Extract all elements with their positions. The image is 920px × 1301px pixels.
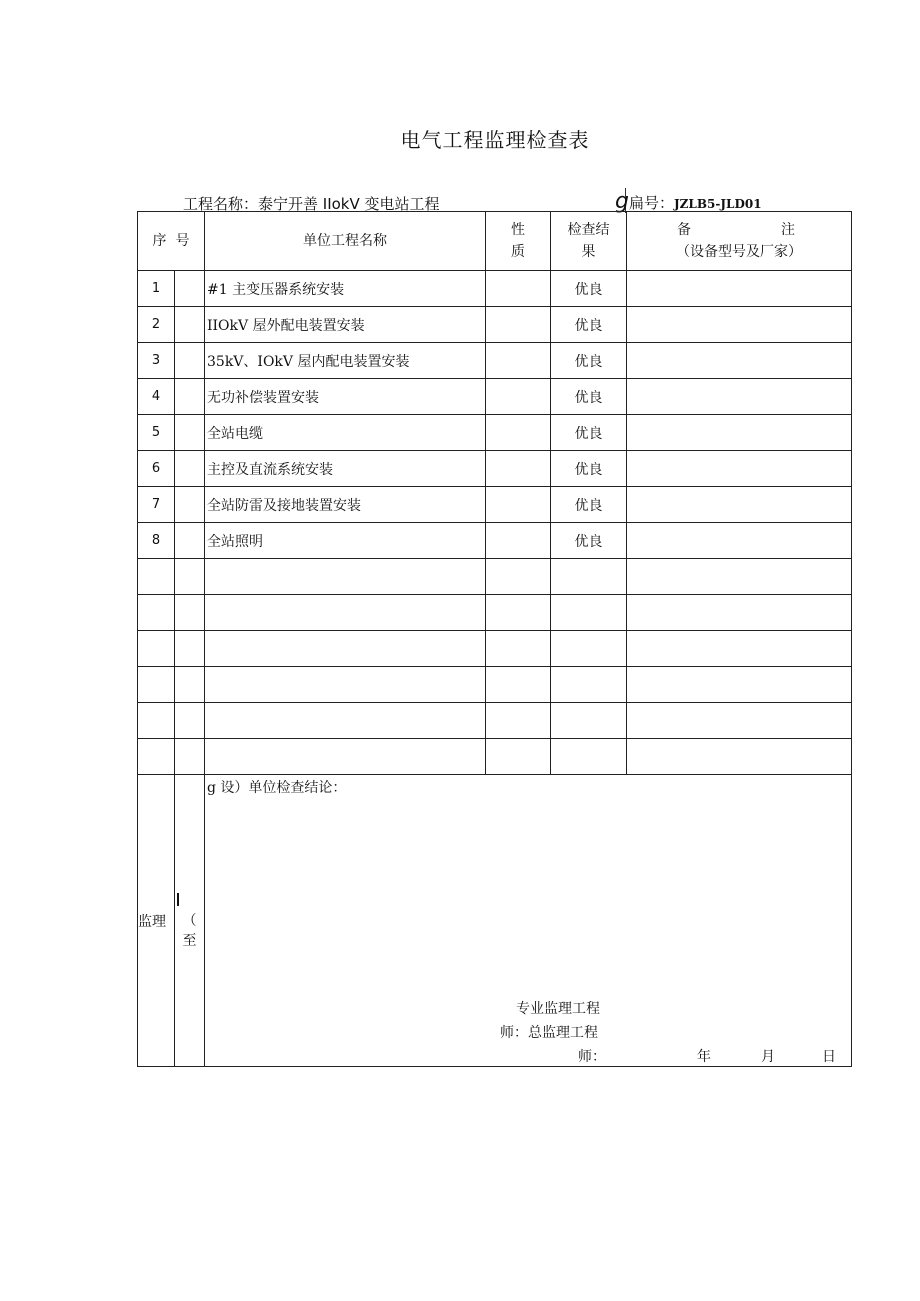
row-nature bbox=[486, 415, 551, 451]
row-subcell bbox=[175, 667, 205, 703]
signature-line-2: 师：总监理工程 bbox=[500, 1025, 598, 1041]
table-row bbox=[138, 559, 852, 595]
row-subcell bbox=[175, 703, 205, 739]
row-result: 优良 bbox=[551, 523, 627, 559]
row-remark bbox=[627, 487, 852, 523]
conclusion-label: 监理 bbox=[138, 775, 175, 1067]
row-number: 7 bbox=[138, 487, 175, 523]
project-label: 工程名称： bbox=[183, 195, 259, 213]
row-remark bbox=[627, 559, 852, 595]
row-number bbox=[138, 667, 175, 703]
row-subcell bbox=[175, 631, 205, 667]
bar-mark bbox=[177, 893, 179, 906]
row-nature bbox=[486, 271, 551, 307]
table-row bbox=[138, 595, 852, 631]
row-subcell bbox=[175, 343, 205, 379]
page-title: 电气工程监理检查表 bbox=[400, 128, 590, 152]
conclusion-row bbox=[138, 775, 852, 1067]
row-unit-name: IIOkV 屋外配电装置安装 bbox=[205, 307, 486, 343]
table-row bbox=[138, 379, 852, 415]
row-unit-name: 全站照明 bbox=[205, 523, 486, 559]
row-nature bbox=[486, 523, 551, 559]
row-result bbox=[551, 739, 627, 775]
row-unit-name: 无功补偿装置安装 bbox=[205, 379, 486, 415]
conclusion-heading: g 设）单位检查结论： bbox=[207, 780, 347, 796]
table-row bbox=[138, 343, 852, 379]
row-remark bbox=[627, 343, 852, 379]
row-remark bbox=[627, 271, 852, 307]
table-row bbox=[138, 703, 852, 739]
header-remark: 备 注 （设备型号及厂家） bbox=[627, 212, 852, 271]
row-result bbox=[551, 703, 627, 739]
row-nature bbox=[486, 343, 551, 379]
row-subcell bbox=[175, 559, 205, 595]
row-number: 2 bbox=[138, 307, 175, 343]
row-subcell bbox=[175, 523, 205, 559]
row-unit-name: #1 主变压器系统安装 bbox=[205, 271, 486, 307]
row-number bbox=[138, 631, 175, 667]
row-nature bbox=[486, 451, 551, 487]
row-remark bbox=[627, 631, 852, 667]
row-result: 优良 bbox=[551, 307, 627, 343]
row-result bbox=[551, 559, 627, 595]
table-row bbox=[138, 271, 852, 307]
row-number: 1 bbox=[138, 271, 175, 307]
row-nature bbox=[486, 379, 551, 415]
row-subcell bbox=[175, 271, 205, 307]
table-row bbox=[138, 523, 852, 559]
row-remark bbox=[627, 703, 852, 739]
header-result: 检查结 果 bbox=[551, 212, 627, 271]
date-month: 月 bbox=[761, 1049, 775, 1065]
table-row bbox=[138, 415, 852, 451]
row-unit-name bbox=[205, 631, 486, 667]
row-result bbox=[551, 667, 627, 703]
row-number bbox=[138, 559, 175, 595]
row-result bbox=[551, 595, 627, 631]
row-remark bbox=[627, 667, 852, 703]
header-unit-name: 单位工程名称 bbox=[205, 212, 486, 271]
row-nature bbox=[486, 703, 551, 739]
conclusion-sublabel: （ 至 bbox=[175, 775, 205, 1067]
row-nature bbox=[486, 307, 551, 343]
table-row bbox=[138, 307, 852, 343]
date-day: 日 bbox=[822, 1049, 836, 1065]
row-result: 优良 bbox=[551, 451, 627, 487]
conclusion-body bbox=[205, 775, 852, 1067]
row-result: 优良 bbox=[551, 487, 627, 523]
row-number bbox=[138, 703, 175, 739]
row-unit-name: 主控及直流系统安装 bbox=[205, 451, 486, 487]
row-subcell bbox=[175, 451, 205, 487]
row-nature bbox=[486, 559, 551, 595]
row-remark bbox=[627, 451, 852, 487]
row-nature bbox=[486, 487, 551, 523]
row-remark bbox=[627, 595, 852, 631]
code-label: 扁号： bbox=[628, 194, 674, 212]
row-remark bbox=[627, 307, 852, 343]
row-subcell bbox=[175, 595, 205, 631]
row-number bbox=[138, 595, 175, 631]
row-number: 5 bbox=[138, 415, 175, 451]
row-unit-name bbox=[205, 703, 486, 739]
code-prefix: g bbox=[615, 189, 629, 214]
code-value: JZLB5-JLD01 bbox=[673, 197, 762, 211]
row-nature bbox=[486, 667, 551, 703]
row-result: 优良 bbox=[551, 343, 627, 379]
row-unit-name bbox=[205, 739, 486, 775]
row-nature bbox=[486, 631, 551, 667]
table-row bbox=[138, 667, 852, 703]
row-subcell bbox=[175, 487, 205, 523]
row-unit-name: 全站电缆 bbox=[205, 415, 486, 451]
row-unit-name: 35kV、IOkV 屋内配电装置安装 bbox=[205, 343, 486, 379]
table-header-row bbox=[138, 212, 852, 271]
table-row bbox=[138, 631, 852, 667]
table-row bbox=[138, 739, 852, 775]
row-result: 优良 bbox=[551, 271, 627, 307]
row-nature bbox=[486, 739, 551, 775]
row-nature bbox=[486, 595, 551, 631]
row-number bbox=[138, 739, 175, 775]
row-remark bbox=[627, 739, 852, 775]
row-number: 6 bbox=[138, 451, 175, 487]
row-number: 8 bbox=[138, 523, 175, 559]
row-unit-name bbox=[205, 667, 486, 703]
header-nature: 性 质 bbox=[486, 212, 551, 271]
row-result bbox=[551, 631, 627, 667]
row-subcell bbox=[175, 307, 205, 343]
row-remark bbox=[627, 379, 852, 415]
row-subcell bbox=[175, 739, 205, 775]
row-unit-name: 全站防雷及接地装置安装 bbox=[205, 487, 486, 523]
row-number: 3 bbox=[138, 343, 175, 379]
row-remark bbox=[627, 415, 852, 451]
header-seq: 序 号 bbox=[138, 212, 205, 271]
row-unit-name bbox=[205, 595, 486, 631]
table-row bbox=[138, 487, 852, 523]
signature-line-3: 师： bbox=[578, 1049, 606, 1065]
date-year: 年 bbox=[697, 1049, 711, 1065]
table-row bbox=[138, 451, 852, 487]
inspection-table bbox=[137, 211, 852, 1067]
row-number: 4 bbox=[138, 379, 175, 415]
row-remark bbox=[627, 523, 852, 559]
row-result: 优良 bbox=[551, 379, 627, 415]
signature-line-1: 专业监理工程 bbox=[516, 1001, 600, 1017]
row-result: 优良 bbox=[551, 415, 627, 451]
row-unit-name bbox=[205, 559, 486, 595]
project-name: 泰宁开善 IIokV 变电站工程 bbox=[258, 195, 440, 213]
row-subcell bbox=[175, 415, 205, 451]
row-subcell bbox=[175, 379, 205, 415]
